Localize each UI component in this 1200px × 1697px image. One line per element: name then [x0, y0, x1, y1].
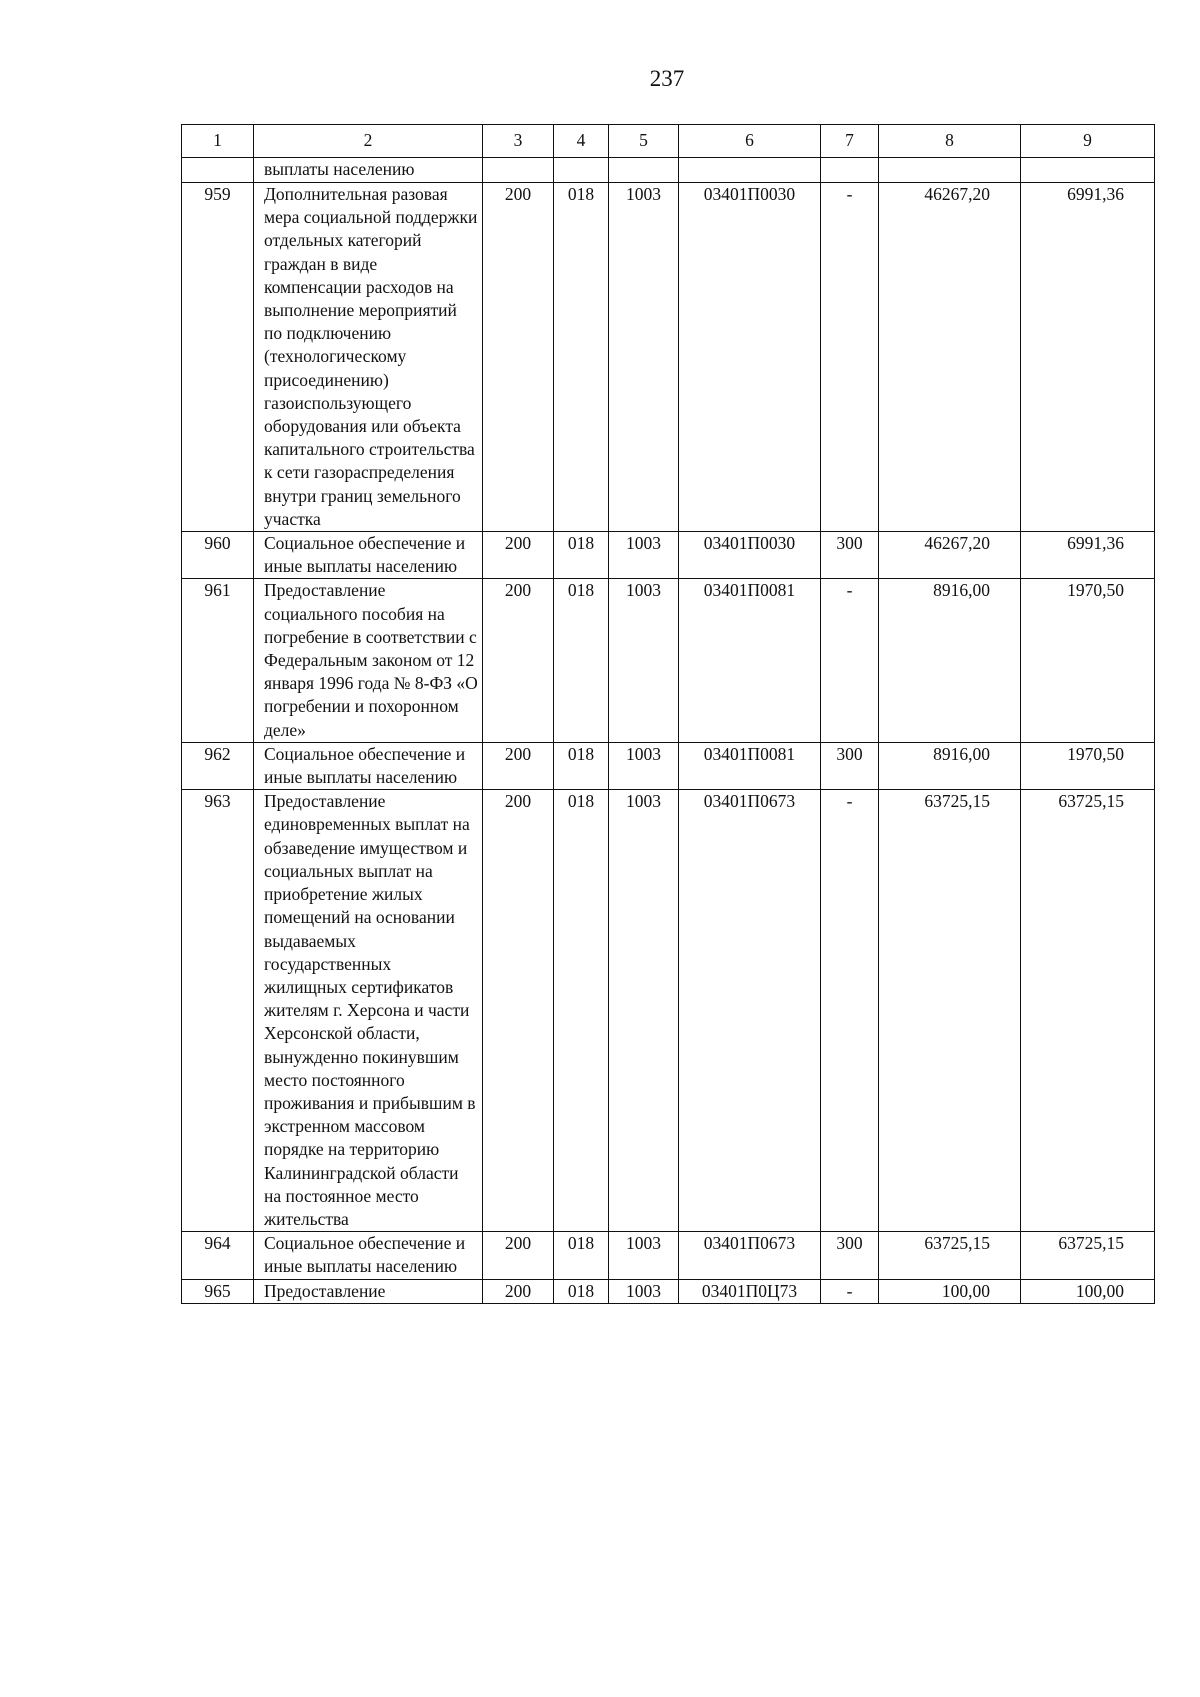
- cell-amount-8: 46267,20: [879, 532, 1021, 579]
- row-number: 960: [182, 532, 254, 579]
- row-name: Предоставление социального пособия на погребение в соответствии с Федеральным законом от 12 января 1996 года № 8-ФЗ «О погребении и похоронном деле»: [254, 579, 483, 742]
- header-cell: 5: [609, 125, 679, 158]
- table-row: [182, 183, 1155, 532]
- header-cell: 4: [554, 125, 609, 158]
- cell-admin: 200: [483, 532, 554, 579]
- cell-amount-8: 63725,15: [879, 1232, 1021, 1279]
- cell-section: 1003: [609, 742, 679, 789]
- empty-cell: [182, 158, 254, 183]
- cell-code: 018: [554, 1279, 609, 1303]
- table-row: [182, 1232, 1155, 1279]
- cell-amount-9: 6991,36: [1021, 532, 1155, 579]
- cell-code: 018: [554, 183, 609, 532]
- cell-expense-type: 300: [821, 532, 879, 579]
- cell-section: 1003: [609, 1279, 679, 1303]
- header-cell: 1: [182, 125, 254, 158]
- cell-target: 03401П0673: [679, 790, 821, 1232]
- page-number: 237: [649, 66, 685, 91]
- cell-amount-8: 46267,20: [879, 183, 1021, 532]
- cell-expense-type: 300: [821, 742, 879, 789]
- row-number: 963: [182, 790, 254, 1232]
- cell-target: 03401П0030: [679, 183, 821, 532]
- cell-amount-9: 1970,50: [1021, 579, 1155, 742]
- row-number: 961: [182, 579, 254, 742]
- row-number: 959: [182, 183, 254, 532]
- cell-admin: 200: [483, 579, 554, 742]
- header-cell: 9: [1021, 125, 1155, 158]
- empty-cell: [821, 158, 879, 183]
- empty-cell: [1021, 158, 1155, 183]
- cell-amount-9: 100,00: [1021, 1279, 1155, 1303]
- cell-amount-9: 63725,15: [1021, 790, 1155, 1232]
- empty-cell: [609, 158, 679, 183]
- header-cell: 2: [254, 125, 483, 158]
- header-row: [182, 125, 1155, 158]
- table-row: [182, 579, 1155, 742]
- cell-target: 03401П0081: [679, 742, 821, 789]
- cell-section: 1003: [609, 532, 679, 579]
- cell-section: 1003: [609, 183, 679, 532]
- cell-expense-type: -: [821, 579, 879, 742]
- table-row: [182, 742, 1155, 789]
- empty-cell: [483, 158, 554, 183]
- header-cell: 7: [821, 125, 879, 158]
- cell-amount-9: 1970,50: [1021, 742, 1155, 789]
- cell-expense-type: -: [821, 183, 879, 532]
- cell-admin: 200: [483, 1279, 554, 1303]
- cell-amount-9: 6991,36: [1021, 183, 1155, 532]
- cell-amount-8: 8916,00: [879, 579, 1021, 742]
- header-cell: 8: [879, 125, 1021, 158]
- table-row: [182, 532, 1155, 579]
- empty-cell: [679, 158, 821, 183]
- row-name: Социальное обеспечение и иные выплаты населению: [254, 1232, 483, 1279]
- cell-section: 1003: [609, 579, 679, 742]
- row-name: Предоставление единовременных выплат на обзаведение имуществом и социальных выплат на приобретение жилых помещений на основании выдаваемых государственных жилищных сертификатов жителям г. Херсона и части Херсонской области, вынужденно покинувшим место постоянного проживания и прибывшим в экстренном массовом порядке на территорию Калининградской области на постоянное место жительства: [254, 790, 483, 1232]
- cell-admin: 200: [483, 183, 554, 532]
- cell-target: 03401П0Ц73: [679, 1279, 821, 1303]
- cell-amount-8: 8916,00: [879, 742, 1021, 789]
- row-number: 962: [182, 742, 254, 789]
- cell-expense-type: -: [821, 1279, 879, 1303]
- cell-admin: 200: [483, 1232, 554, 1279]
- row-number: 965: [182, 1279, 254, 1303]
- cell-code: 018: [554, 790, 609, 1232]
- header-cell: 3: [483, 125, 554, 158]
- cell-target: 03401П0673: [679, 1232, 821, 1279]
- continuation-row: [182, 158, 1155, 183]
- row-name: Социальное обеспечение и иные выплаты населению: [254, 532, 483, 579]
- row-name: Дополнительная разовая мера социальной поддержки отдельных категорий граждан в виде компенсации расходов на выполнение мероприятий по подключению (технологическому присоединению) газоиспользующего оборудования или объекта капитального строительства к сети газораспределения внутри границ земельного участка: [254, 183, 483, 532]
- cell-admin: 200: [483, 790, 554, 1232]
- cell-amount-8: 63725,15: [879, 790, 1021, 1232]
- cell-section: 1003: [609, 790, 679, 1232]
- table-row: [182, 1279, 1155, 1303]
- cell-amount-9: 63725,15: [1021, 1232, 1155, 1279]
- cell-expense-type: -: [821, 790, 879, 1232]
- cell-section: 1003: [609, 1232, 679, 1279]
- row-number: 964: [182, 1232, 254, 1279]
- row-name: Социальное обеспечение и иные выплаты населению: [254, 742, 483, 789]
- budget-table: [181, 124, 1155, 1304]
- cell-code: 018: [554, 742, 609, 789]
- empty-cell: [554, 158, 609, 183]
- cell-code: 018: [554, 532, 609, 579]
- cell-target: 03401П0030: [679, 532, 821, 579]
- row-name: Предоставление: [254, 1279, 483, 1303]
- cell-target: 03401П0081: [679, 579, 821, 742]
- cell-amount-8: 100,00: [879, 1279, 1021, 1303]
- cell-code: 018: [554, 579, 609, 742]
- continuation-text: выплаты населению: [254, 158, 483, 183]
- header-cell: 6: [679, 125, 821, 158]
- table-row: [182, 790, 1155, 1232]
- cell-code: 018: [554, 1232, 609, 1279]
- cell-expense-type: 300: [821, 1232, 879, 1279]
- empty-cell: [879, 158, 1021, 183]
- cell-admin: 200: [483, 742, 554, 789]
